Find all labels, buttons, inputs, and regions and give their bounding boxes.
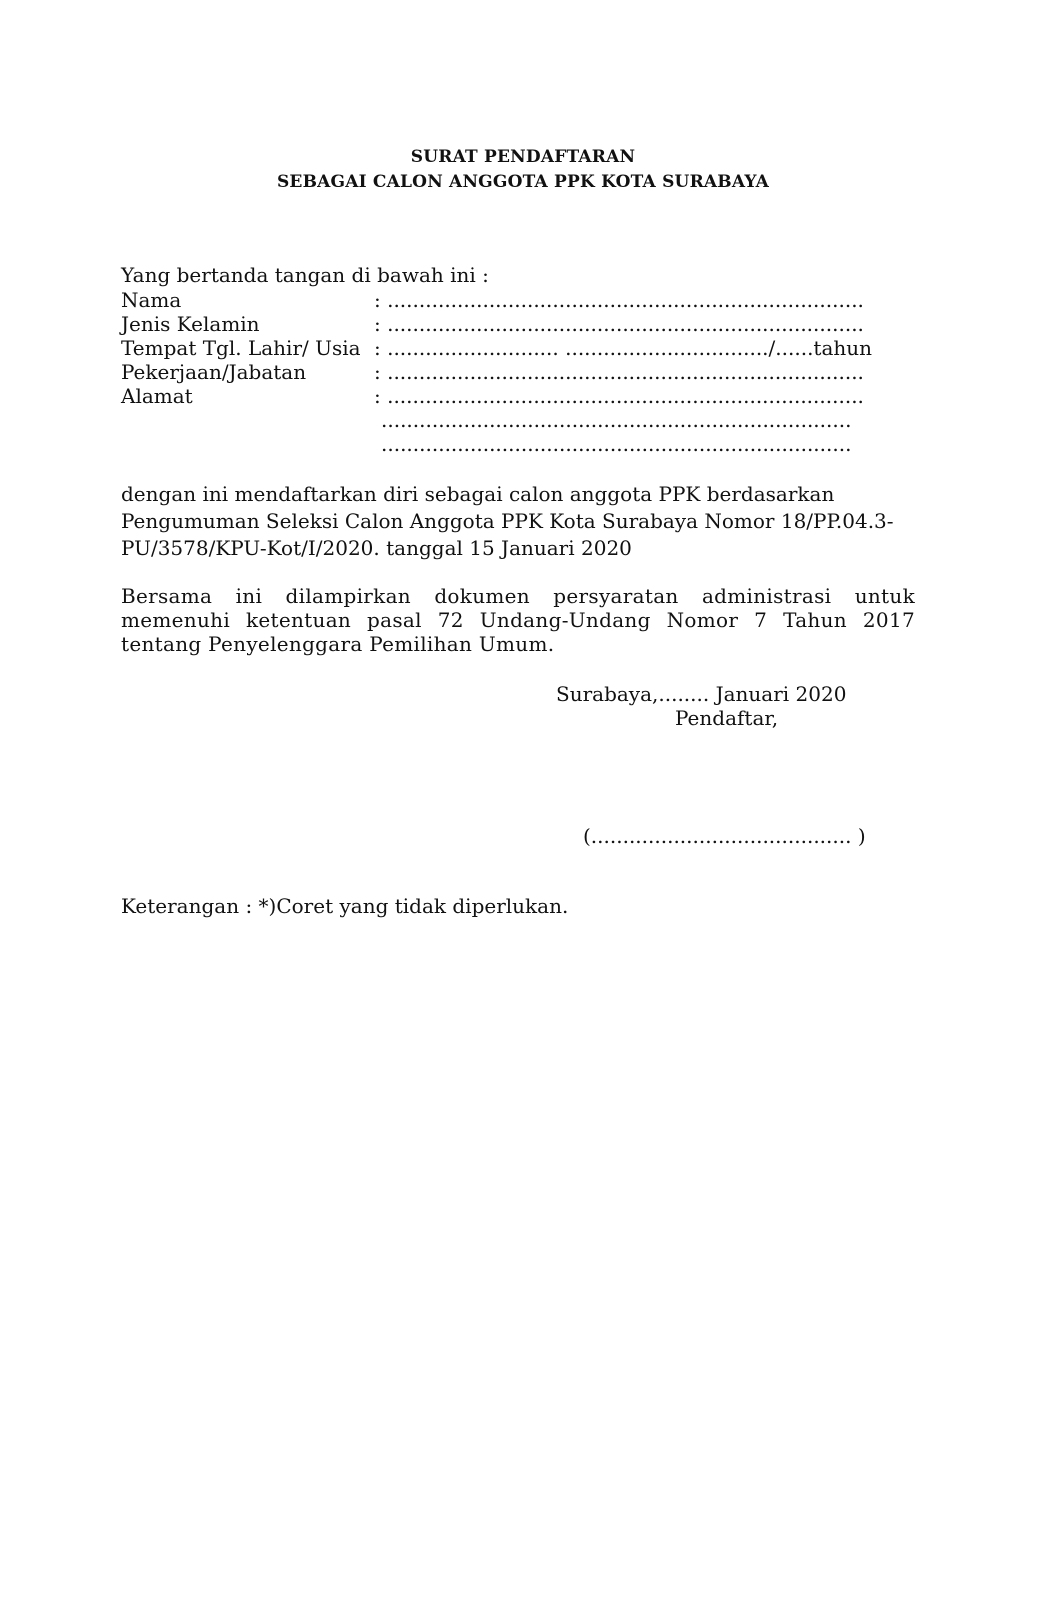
field-value-tempat-tgl-lahir: : ........................... ................................/......tahun xyxy=(374,336,873,360)
field-label-alamat: Alamat xyxy=(121,384,193,408)
field-label-pekerjaan: Pekerjaan/Jabatan xyxy=(121,360,307,384)
signer-label: Pendaftar, xyxy=(675,706,779,730)
field-label-jenis-kelamin: Jenis Kelamin xyxy=(121,312,260,336)
place-date: Surabaya,........ Januari 2020 xyxy=(556,682,847,706)
document-subtitle: SEBAGAI CALON ANGGOTA PPK KOTA SURABAYA xyxy=(276,172,770,192)
document-title: SURAT PENDAFTARAN xyxy=(410,147,636,167)
attachment-paragraph: Bersama ini dilampirkan dokumen persyaratan administrasi untuk memenuhi ketentuan pasal 72 Undang-Undang Nomor 7 Tahun 2017 tentang Penyelenggara Pemilihan Umum. xyxy=(121,584,915,656)
field-value-nama: : ........................................................................... xyxy=(374,288,864,312)
field-label-tempat-tgl-lahir: Tempat Tgl. Lahir/ Usia xyxy=(121,336,361,360)
field-value-alamat: : ........................................................................... xyxy=(374,384,864,408)
signature-name-line: (......................................... ) xyxy=(583,824,866,848)
intro-text: Yang bertanda tangan di bawah ini : xyxy=(121,263,489,287)
address-continuation-line: .......................................................................... xyxy=(381,432,852,456)
address-continuation-line: .......................................................................... xyxy=(381,408,852,432)
field-label-nama: Nama xyxy=(121,288,182,312)
footnote: Keterangan : *)Coret yang tidak diperlukan. xyxy=(121,894,569,918)
field-value-jenis-kelamin: : ........................................................................... xyxy=(374,312,864,336)
registration-paragraph: dengan ini mendaftarkan diri sebagai calon anggota PPK berdasarkan Pengumuman Seleksi Calon Anggota PPK Kota Surabaya Nomor 18/PP.04.3-PU/3578/KPU-Kot/I/2020. tanggal 15 Januari 2020 xyxy=(121,482,894,560)
field-value-pekerjaan: : ........................................................................... xyxy=(374,360,864,384)
